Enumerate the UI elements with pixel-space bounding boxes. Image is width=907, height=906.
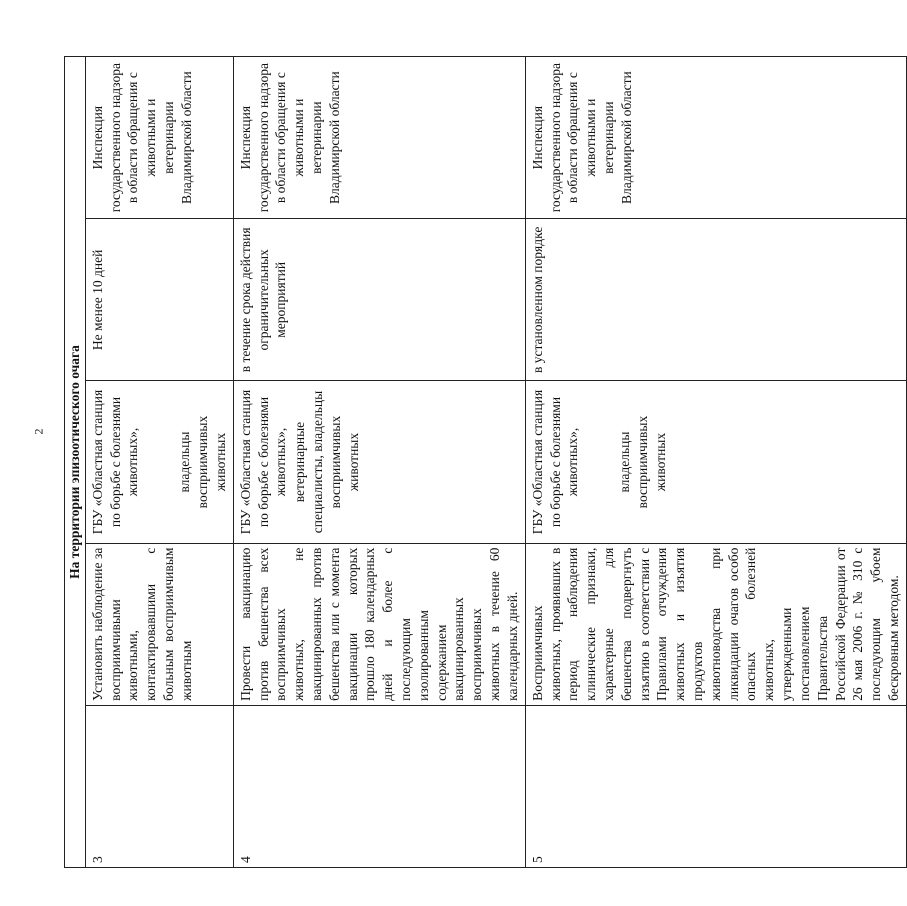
term-cell: в течение срока действия ограничительных мероприятий (233, 219, 525, 381)
rotated-table-container (64, 56, 901, 868)
table-row (85, 57, 233, 868)
section-title: На территории эпизоотического очага (65, 57, 86, 868)
row-number: 3 (85, 705, 233, 867)
table-row (233, 57, 525, 868)
measure-cell: Установить наблюдение за восприимчивыми животными, контактировавшими с больным восприимчивым животным (85, 543, 233, 705)
executors-cell (233, 381, 525, 543)
measures-table (64, 56, 907, 868)
executors-primary: ГБУ «Областная станция по борьбе с болезнями животных», (89, 389, 141, 535)
measure-cell: Провести вакцинацию против бешенства всех восприимчивых животных, не вакцинированных против бешенства или с момента вакцинации которых прошло 180 календарных дней и более с последующим изолированным содержанием вакцинированных восприимчивых животных в течение 60 календарных дней. (233, 543, 525, 705)
responsible-cell: Инспекция государственного надзора в области обращения с животными и ветеринарии Владимирской области (525, 57, 906, 219)
executors-secondary: ветеринарные специалисты, владельцы восприимчивых животных (292, 390, 361, 534)
executors-secondary: владельцы восприимчивых животных (617, 415, 668, 509)
term-cell: Не менее 10 дней (85, 219, 233, 381)
measure-cell: Восприимчивых животных, проявивших в период наблюдения клинические признаки, характерные для бешенства подвергнуть изъятию в соответствии с Правилами отчуждения животных и изъятия продуктов животноводства при ликвидации очагов особо опасных болезней животных, утвержденными постановлением Правительства Российской Федерации от 26 мая 2006 г. № 310 с последующим убоем бескровным методом. (525, 543, 906, 705)
section-header-row (65, 57, 86, 868)
term-cell: в установленном порядке (525, 219, 906, 381)
responsible-cell: Инспекция государственного надзора в области обращения с животными и ветеринарии Владимирской области (85, 57, 233, 219)
responsible-cell: Инспекция государственного надзора в области обращения с животными и ветеринарии Владимирской области (233, 57, 525, 219)
executors-primary: ГБУ «Областная станция по борьбе с болезнями животных», (529, 389, 581, 535)
executors-cell (85, 381, 233, 543)
table-row (525, 57, 906, 868)
executors-primary: ГБУ «Областная станция по борьбе с болезнями животных», (237, 389, 289, 535)
executors-secondary: владельцы восприимчивых животных (177, 415, 228, 509)
page-number: 2 (31, 428, 46, 435)
executors-cell (525, 381, 906, 543)
row-number: 4 (233, 705, 525, 867)
row-number: 5 (525, 705, 906, 867)
